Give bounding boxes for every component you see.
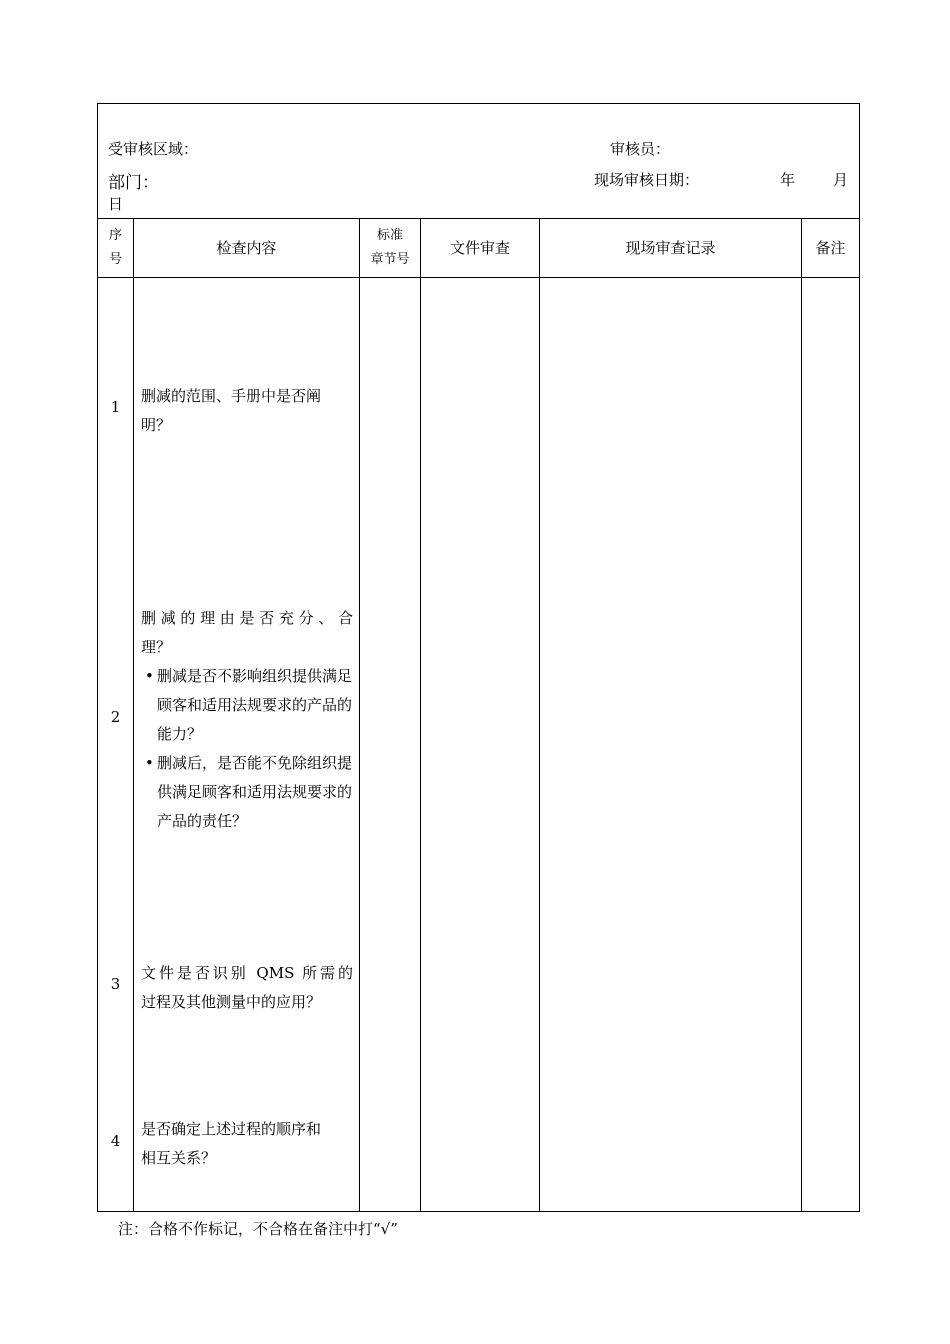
check-sub-item: • 删减是否不影响组织提供满足顾客和适用法规要求的产品的能力？ xyxy=(141,662,353,749)
onsite-date-label: 现场审核日期： xyxy=(594,171,700,189)
month-label: 月 xyxy=(833,171,849,189)
table-header-info xyxy=(98,104,859,219)
column-divider xyxy=(133,218,134,1211)
header-row-divider xyxy=(98,277,859,278)
row-number: 2 xyxy=(110,708,121,726)
column-header-remarks: 备注 xyxy=(815,239,846,257)
check-item: 删减的理由是否充分、合 理？ • 删减是否不影响组织提供满足顾客和适用法规要求的产品的能力？ • 删减后，是否能不免除组织提供满足顾客和适用法规要求的产品的责任？ xyxy=(141,604,353,836)
column-divider xyxy=(359,218,360,1211)
column-divider xyxy=(539,218,540,1211)
footer-note: 注：合格不作标记，不合格在备注中打“√” xyxy=(118,1220,398,1238)
auditor-label: 审核员： xyxy=(610,140,671,158)
row-number: 4 xyxy=(110,1132,121,1150)
column-divider xyxy=(801,218,802,1211)
row-number: 3 xyxy=(110,975,121,993)
check-sub-item: • 删减后，是否能不免除组织提供满足顾客和适用法规要求的产品的责任？ xyxy=(141,749,353,836)
check-item: 是否确定上述过程的顺序和 相互关系？ xyxy=(141,1120,322,1167)
column-header-seq: 序 号 xyxy=(108,227,122,267)
day-label: 日 xyxy=(108,195,124,213)
audit-area-label: 受审核区域： xyxy=(108,140,199,158)
column-header-clause: 标准 章节号 xyxy=(370,227,410,267)
row-number: 1 xyxy=(110,398,121,416)
check-item: 删减的范围、手册中是否阐 明？ xyxy=(141,387,322,434)
audit-checklist-table xyxy=(97,103,860,1212)
column-header-doc-review: 文件审查 xyxy=(449,239,510,257)
department-label: 部门： xyxy=(108,173,159,193)
year-label: 年 xyxy=(780,171,796,189)
column-divider xyxy=(420,218,421,1211)
column-header-content: 检查内容 xyxy=(216,239,277,257)
check-item: 文件是否识别 QMS 所需的 过程及其他测量中的应用？ xyxy=(141,964,353,1011)
column-header-onsite-record: 现场审查记录 xyxy=(625,239,716,257)
